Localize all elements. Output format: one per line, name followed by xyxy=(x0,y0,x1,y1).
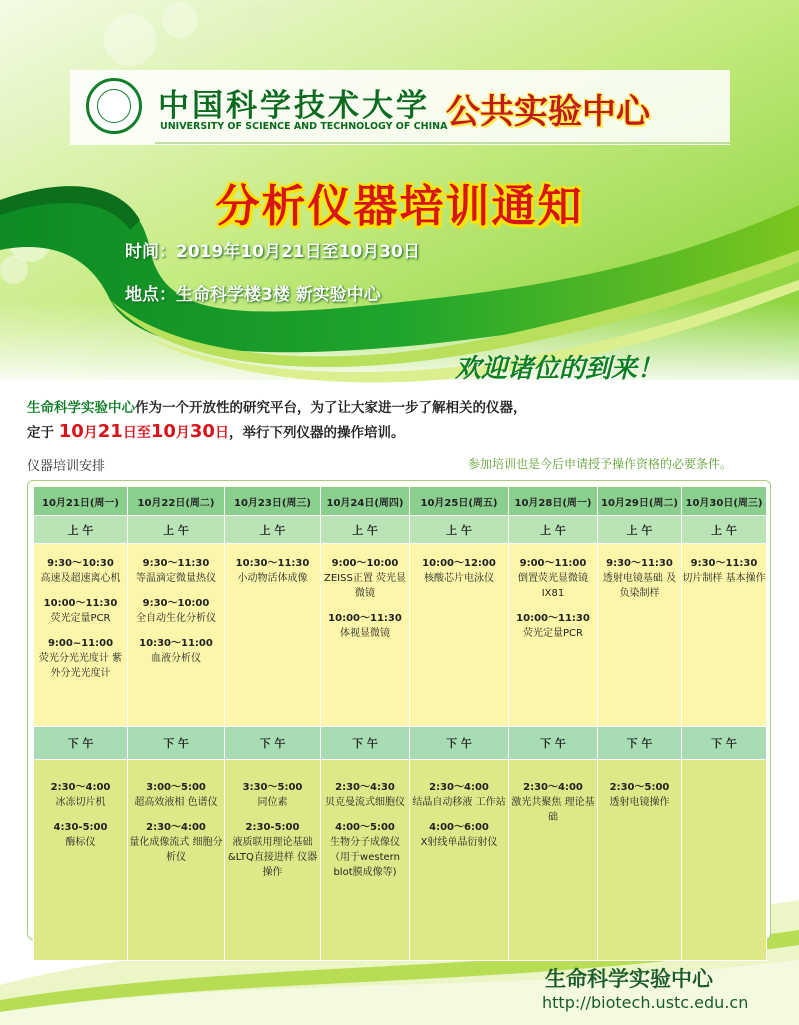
morning-sessions-cell xyxy=(509,544,598,727)
session-time: 10:00～12:00 xyxy=(422,558,496,569)
session-item xyxy=(128,780,224,810)
afternoon-sessions-cell xyxy=(410,760,509,961)
session-item xyxy=(225,556,320,586)
session-instrument: 透射电镜基础 及负染制样 xyxy=(602,573,677,599)
university-logo xyxy=(86,78,142,134)
session-item xyxy=(598,556,681,601)
morning-label-cell: 上 午 xyxy=(509,516,598,544)
date-header-cell: 10月23日(周三) xyxy=(225,487,321,516)
qualification-note: 参加培训也是今后申请授予操作资格的必要条件。 xyxy=(468,457,733,471)
session-instrument: 核酸芯片电泳仪 xyxy=(424,573,494,584)
session-time: 9:00～10:00 xyxy=(331,558,399,569)
session-time: 10:30～11:30 xyxy=(235,558,310,569)
session-item xyxy=(321,820,409,880)
afternoon-label-cell: 下 午 xyxy=(410,727,509,760)
session-item xyxy=(128,636,224,666)
session-item xyxy=(410,556,508,586)
morning-sessions-cell xyxy=(128,544,225,727)
morning-label-cell: 上 午 xyxy=(321,516,410,544)
footer-url-link[interactable]: http://biotech.ustc.edu.cn xyxy=(542,993,749,1012)
date-unit: 日 xyxy=(214,425,229,441)
session-time: 2:30～4:00 xyxy=(523,782,583,793)
session-item xyxy=(509,780,597,825)
session-item xyxy=(682,556,766,586)
session-time: 4:30-5:00 xyxy=(53,822,108,833)
afternoon-label-cell: 下 午 xyxy=(321,727,410,760)
session-time: 4:00～5:00 xyxy=(335,822,395,833)
session-instrument: X射线单晶衍射仪 xyxy=(420,837,498,848)
session-instrument: 切片制样 基本操作 xyxy=(682,573,766,584)
session-time: 9:30～11:30 xyxy=(606,558,673,569)
session-time: 9:30～11:30 xyxy=(142,558,210,569)
session-item xyxy=(321,611,409,641)
afternoon-sessions-cell xyxy=(34,760,128,961)
morning-label-cell: 上 午 xyxy=(128,516,225,544)
morning-sessions-cell xyxy=(321,544,410,727)
session-item xyxy=(34,596,127,626)
afternoon-sessions-cell xyxy=(598,760,682,961)
session-instrument: 小动物活体成像 xyxy=(237,573,308,584)
session-instrument: 结晶自动移液 工作站 xyxy=(412,797,506,808)
morning-sessions-cell xyxy=(225,544,321,727)
session-time: 3:00～5:00 xyxy=(146,782,206,793)
session-item xyxy=(34,636,127,681)
morning-label-cell: 上 午 xyxy=(410,516,509,544)
session-time: 9:30～10:00 xyxy=(142,598,210,609)
date-num: 30 xyxy=(189,421,215,442)
logo-inner-ring xyxy=(97,89,131,123)
session-time: 10:30～11:00 xyxy=(139,638,213,649)
session-item xyxy=(225,820,320,880)
afternoon-label-cell: 下 午 xyxy=(682,727,767,760)
date-header-cell: 10月21日(周一) xyxy=(34,487,128,516)
date-header-cell: 10月22日(周二) xyxy=(128,487,225,516)
intro-prefix: 定于 xyxy=(27,425,59,441)
intro-line-1 xyxy=(27,396,527,420)
session-instrument: 体视显微镜 xyxy=(340,628,390,639)
university-name-cn: 中国科学技术大学 xyxy=(158,88,430,124)
date-header-cell: 10月30日(周三) xyxy=(682,487,767,516)
session-time: 10:00～11:30 xyxy=(43,598,118,609)
date-num: 10 xyxy=(58,421,84,442)
session-item xyxy=(598,780,681,810)
session-time: 9:00～11:00 xyxy=(519,558,587,569)
afternoon-label-cell: 下 午 xyxy=(128,727,225,760)
welcome-text: 欢迎诸位的到来！ xyxy=(455,354,664,384)
session-instrument: 量化成像流式 细胞分析仪 xyxy=(129,837,223,863)
afternoon-sessions-cell xyxy=(682,760,767,961)
session-item xyxy=(321,556,409,601)
date-num: 21 xyxy=(97,421,123,442)
session-instrument: 荧光分光光度计 紫外分光光度计 xyxy=(38,653,123,679)
afternoon-sessions-row xyxy=(34,760,767,961)
session-item xyxy=(321,780,409,810)
session-instrument: 液质联用理论基础 &LTQ直接进样 仪器操作 xyxy=(227,837,318,878)
session-time: 10:00～11:30 xyxy=(328,613,402,624)
date-header-cell: 10月24日(周四) xyxy=(321,487,410,516)
time-line: 时间：2019年10月21日至10月30日 xyxy=(125,242,420,262)
session-time: 9:30～10:30 xyxy=(47,558,114,569)
session-item xyxy=(34,820,127,850)
date-unit: 月 xyxy=(175,425,190,441)
session-instrument: 荧光定量PCR xyxy=(523,628,583,639)
session-instrument: 荧光定量PCR xyxy=(50,613,111,624)
afternoon-sessions-cell xyxy=(128,760,225,961)
session-time: 2:30～4:00 xyxy=(146,822,206,833)
session-item xyxy=(128,596,224,626)
schedule-table xyxy=(33,486,767,961)
session-item xyxy=(509,611,597,641)
session-item xyxy=(128,820,224,865)
afternoon-sessions-cell xyxy=(225,760,321,961)
morning-label-cell: 上 午 xyxy=(682,516,767,544)
center-title: 公共实验中心 xyxy=(446,92,650,132)
morning-sessions-cell xyxy=(34,544,128,727)
session-time: 2:30-5:00 xyxy=(245,822,300,833)
session-instrument: 冰冻切片机 xyxy=(55,797,106,808)
intro-line1-text: 作为一个开放性的研究平台，为了让大家进一步了解相关的仪器， xyxy=(135,400,527,416)
morning-label-cell: 上 午 xyxy=(34,516,128,544)
afternoon-sessions-cell xyxy=(321,760,410,961)
morning-sessions-cell xyxy=(682,544,767,727)
date-num: 10 xyxy=(150,421,176,442)
notice-title: 分析仪器培训通知 xyxy=(215,181,584,232)
morning-sessions-cell xyxy=(410,544,509,727)
intro-line2-text: ，举行下列仪器的操作培训。 xyxy=(228,425,405,441)
session-time: 3:30～5:00 xyxy=(242,782,303,793)
session-instrument: ZEISS正置 荧光显微镜 xyxy=(324,573,406,599)
session-item xyxy=(410,820,508,850)
session-time: 2:30～4:00 xyxy=(429,782,489,793)
session-item xyxy=(34,556,127,586)
session-instrument: 高速及超速离心机 xyxy=(40,573,121,584)
afternoon-label-cell: 下 午 xyxy=(225,727,321,760)
session-instrument: 酶标仪 xyxy=(65,837,96,848)
session-instrument: 透射电镜操作 xyxy=(609,797,670,808)
morning-sessions-cell xyxy=(598,544,682,727)
afternoon-label-cell: 下 午 xyxy=(509,727,598,760)
session-time: 9:30～11:30 xyxy=(690,558,758,569)
date-header-cell: 10月28日(周一) xyxy=(509,487,598,516)
session-time: 2:30～5:00 xyxy=(609,782,670,793)
session-instrument: 生物分子成像仪 （用于western blot膜成像等) xyxy=(330,837,400,878)
morning-sessions-row xyxy=(34,544,767,727)
session-instrument: 激光共聚焦 理论基础 xyxy=(511,797,595,823)
session-instrument: 全自动生化分析仪 xyxy=(136,613,216,624)
afternoon-label-cell: 下 午 xyxy=(598,727,682,760)
date-header-cell: 10月29日(周二) xyxy=(598,487,682,516)
session-time: 4:00～6:00 xyxy=(429,822,489,833)
session-item xyxy=(410,780,508,810)
session-time: 9:00~11:00 xyxy=(47,638,114,649)
university-name-en: UNIVERSITY OF SCIENCE AND TECHNOLOGY OF CHINA xyxy=(160,121,448,132)
morning-label-cell: 上 午 xyxy=(598,516,682,544)
session-instrument: 倒置荧光显微镜 IX81 xyxy=(518,573,588,599)
session-time: 10:00～11:30 xyxy=(516,613,590,624)
intro-paragraph xyxy=(27,396,527,445)
date-header-row xyxy=(34,487,767,516)
intro-center-name: 生命科学实验中心 xyxy=(27,400,135,416)
date-unit: 日至 xyxy=(122,425,151,441)
afternoon-sessions-cell xyxy=(509,760,598,961)
date-unit: 月 xyxy=(83,425,98,441)
intro-line-2 xyxy=(27,420,527,445)
session-item xyxy=(225,780,320,810)
session-time: 2:30～4:00 xyxy=(50,782,111,793)
session-time: 2:30～4:30 xyxy=(335,782,395,793)
session-item xyxy=(34,780,127,810)
afternoon-label-row xyxy=(34,727,767,760)
morning-label-cell: 上 午 xyxy=(225,516,321,544)
schedule-table-container xyxy=(27,480,771,940)
session-instrument: 超高效液相 色谱仪 xyxy=(134,797,218,808)
afternoon-label-cell: 下 午 xyxy=(34,727,128,760)
session-instrument: 贝克曼流式细胞仪 xyxy=(325,797,405,808)
date-header-cell: 10月25日(周五) xyxy=(410,487,509,516)
footer-center-name: 生命科学实验中心 xyxy=(545,967,713,991)
session-item xyxy=(509,556,597,601)
session-item xyxy=(128,556,224,586)
morning-label-row xyxy=(34,516,767,544)
place-line: 地点：生命科学楼3楼 新实验中心 xyxy=(125,285,381,305)
session-instrument: 等温滴定微量热仪 xyxy=(136,573,216,584)
session-instrument: 血液分析仪 xyxy=(151,653,201,664)
schedule-label: 仪器培训安排 xyxy=(27,459,106,474)
session-instrument: 同位素 xyxy=(257,797,288,808)
